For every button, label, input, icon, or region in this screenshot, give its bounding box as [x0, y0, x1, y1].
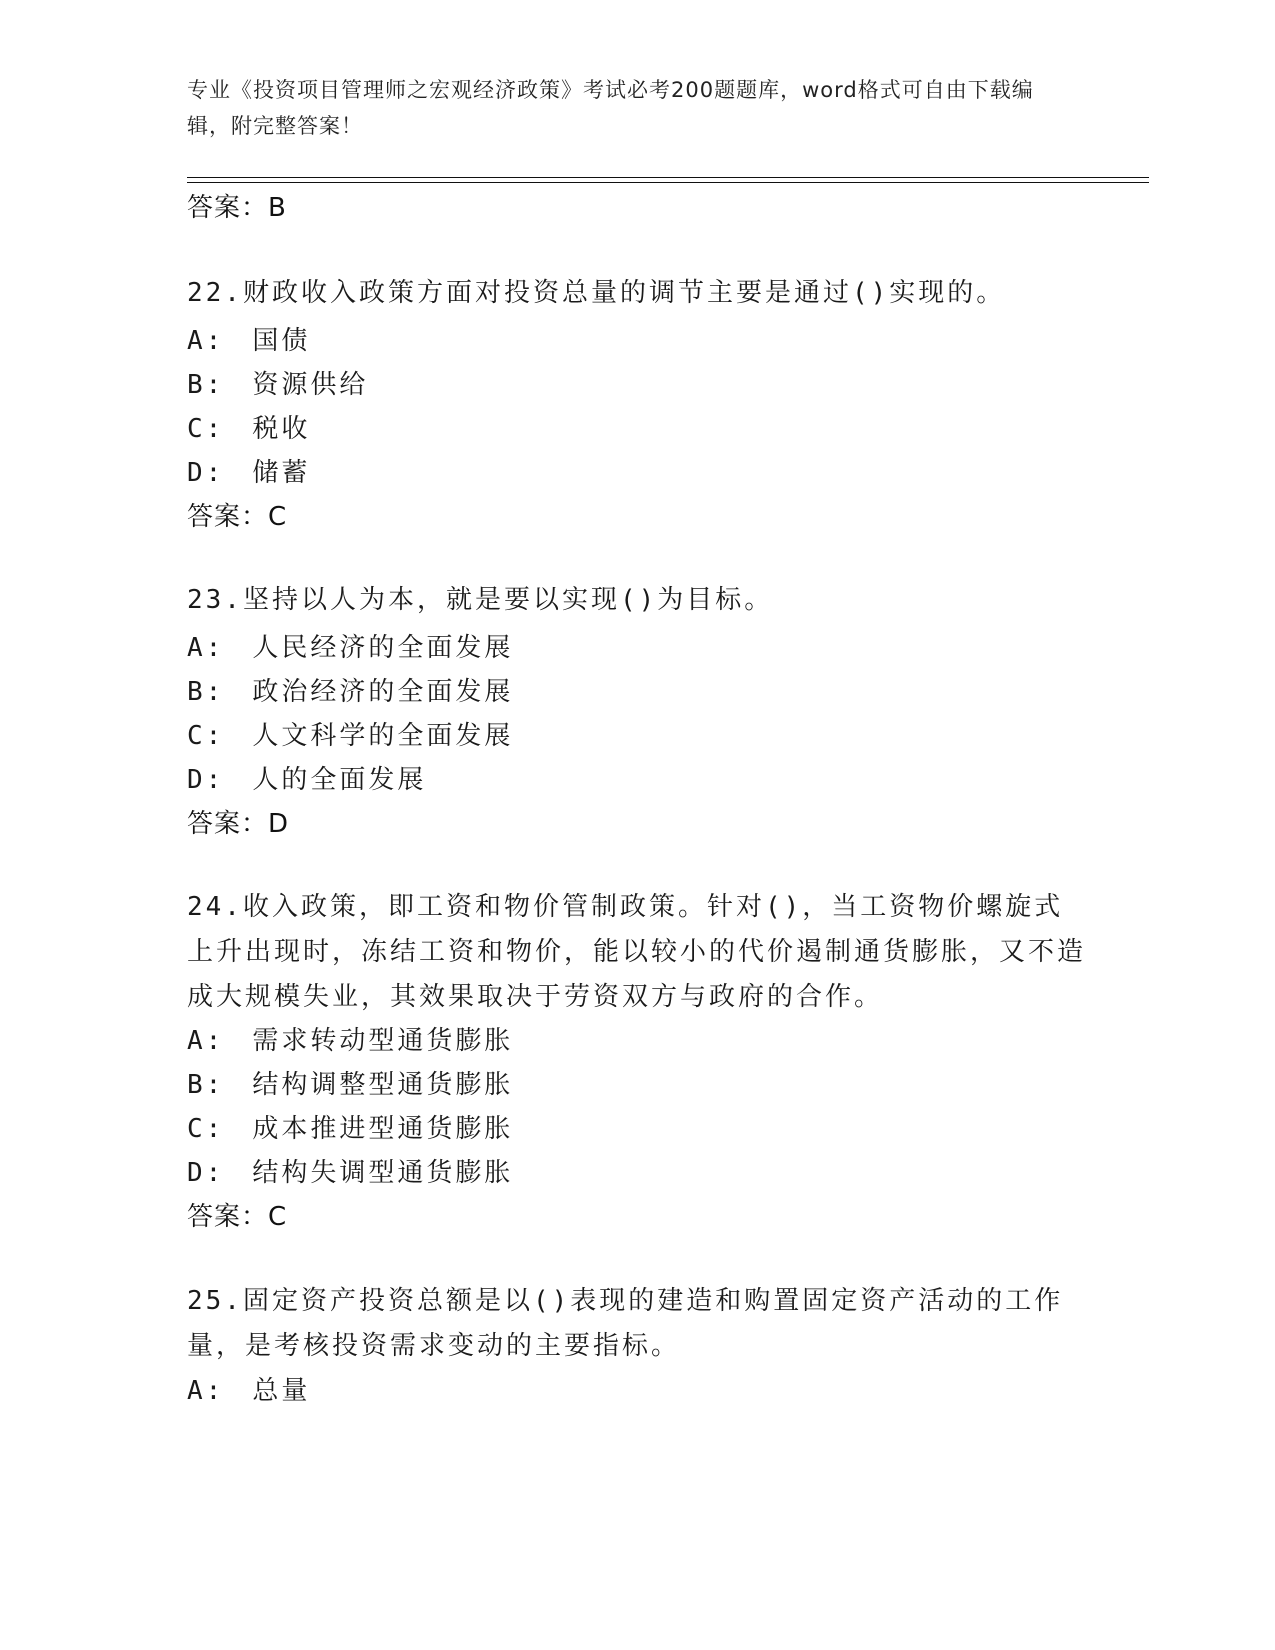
option-letter: D:: [187, 1158, 225, 1188]
question-23-option-b: [187, 674, 513, 710]
question-24-option-d: [187, 1155, 513, 1191]
question-23-text: 23.坚持以人为本，就是要以实现()为目标。: [187, 585, 774, 615]
option-text: 储蓄: [252, 458, 311, 488]
question-23-option-c: [187, 718, 513, 754]
header-divider-second: [187, 182, 1149, 183]
option-letter: C:: [187, 414, 225, 444]
option-letter: A:: [187, 326, 225, 356]
header-divider: [187, 177, 1149, 178]
question-24-text: 24.收入政策，即工资和物价管制政策。针对()，当工资物价螺旋式上升出现时，冻结工资和物价，能以较小的代价遏制通货膨胀，又不造成大规模失业，其效果取决于劳资双方与政府的合作。: [187, 892, 1087, 1012]
option-text: 结构调整型通货膨胀: [252, 1070, 514, 1100]
question-25-option-a: [187, 1373, 310, 1409]
question-22-text: 22.财政收入政策方面对投资总量的调节主要是通过()实现的。: [187, 278, 1006, 308]
option-text: 人的全面发展: [252, 765, 427, 795]
option-text: 人文科学的全面发展: [252, 721, 514, 751]
option-text: 成本推进型通货膨胀: [252, 1114, 514, 1144]
option-letter: A:: [187, 633, 225, 663]
question-24-option-b: [187, 1067, 513, 1103]
option-letter: C:: [187, 1114, 225, 1144]
question-24-option-c: [187, 1111, 513, 1147]
option-letter: C:: [187, 721, 225, 751]
option-letter: D:: [187, 458, 225, 488]
question-22-option-b: [187, 367, 368, 403]
document-header: 专业《投资项目管理师之宏观经济政策》考试必考200题题库，word格式可自由下载编辑，附完整答案！: [187, 78, 1034, 138]
question-22-option-c: [187, 411, 310, 447]
question-23-option-d: [187, 762, 426, 798]
option-text: 政治经济的全面发展: [252, 677, 514, 707]
option-letter: B:: [187, 677, 225, 707]
question-24-option-a: [187, 1023, 513, 1059]
option-text: 需求转动型通货膨胀: [252, 1026, 514, 1056]
option-text: 资源供给: [252, 370, 369, 400]
option-letter: B:: [187, 370, 225, 400]
option-text: 国债: [252, 326, 311, 356]
question-22-option-a: [187, 323, 310, 359]
option-text: 人民经济的全面发展: [252, 633, 514, 663]
question-22-answer: 答案：C: [187, 502, 288, 532]
option-text: 结构失调型通货膨胀: [252, 1158, 514, 1188]
answer-21: 答案：B: [187, 193, 287, 223]
question-23-option-a: [187, 630, 513, 666]
option-letter: A:: [187, 1026, 225, 1056]
option-text: 总量: [252, 1376, 311, 1406]
question-25-text: 25.固定资产投资总额是以()表现的建造和购置固定资产活动的工作量，是考核投资需求变动的主要指标。: [187, 1286, 1064, 1361]
question-24-answer: 答案：C: [187, 1202, 288, 1232]
option-text: 税收: [252, 414, 311, 444]
option-letter: D:: [187, 765, 225, 795]
question-22-option-d: [187, 455, 310, 491]
option-letter: B:: [187, 1070, 225, 1100]
option-letter: A:: [187, 1376, 225, 1406]
question-23-answer: 答案：D: [187, 809, 290, 839]
